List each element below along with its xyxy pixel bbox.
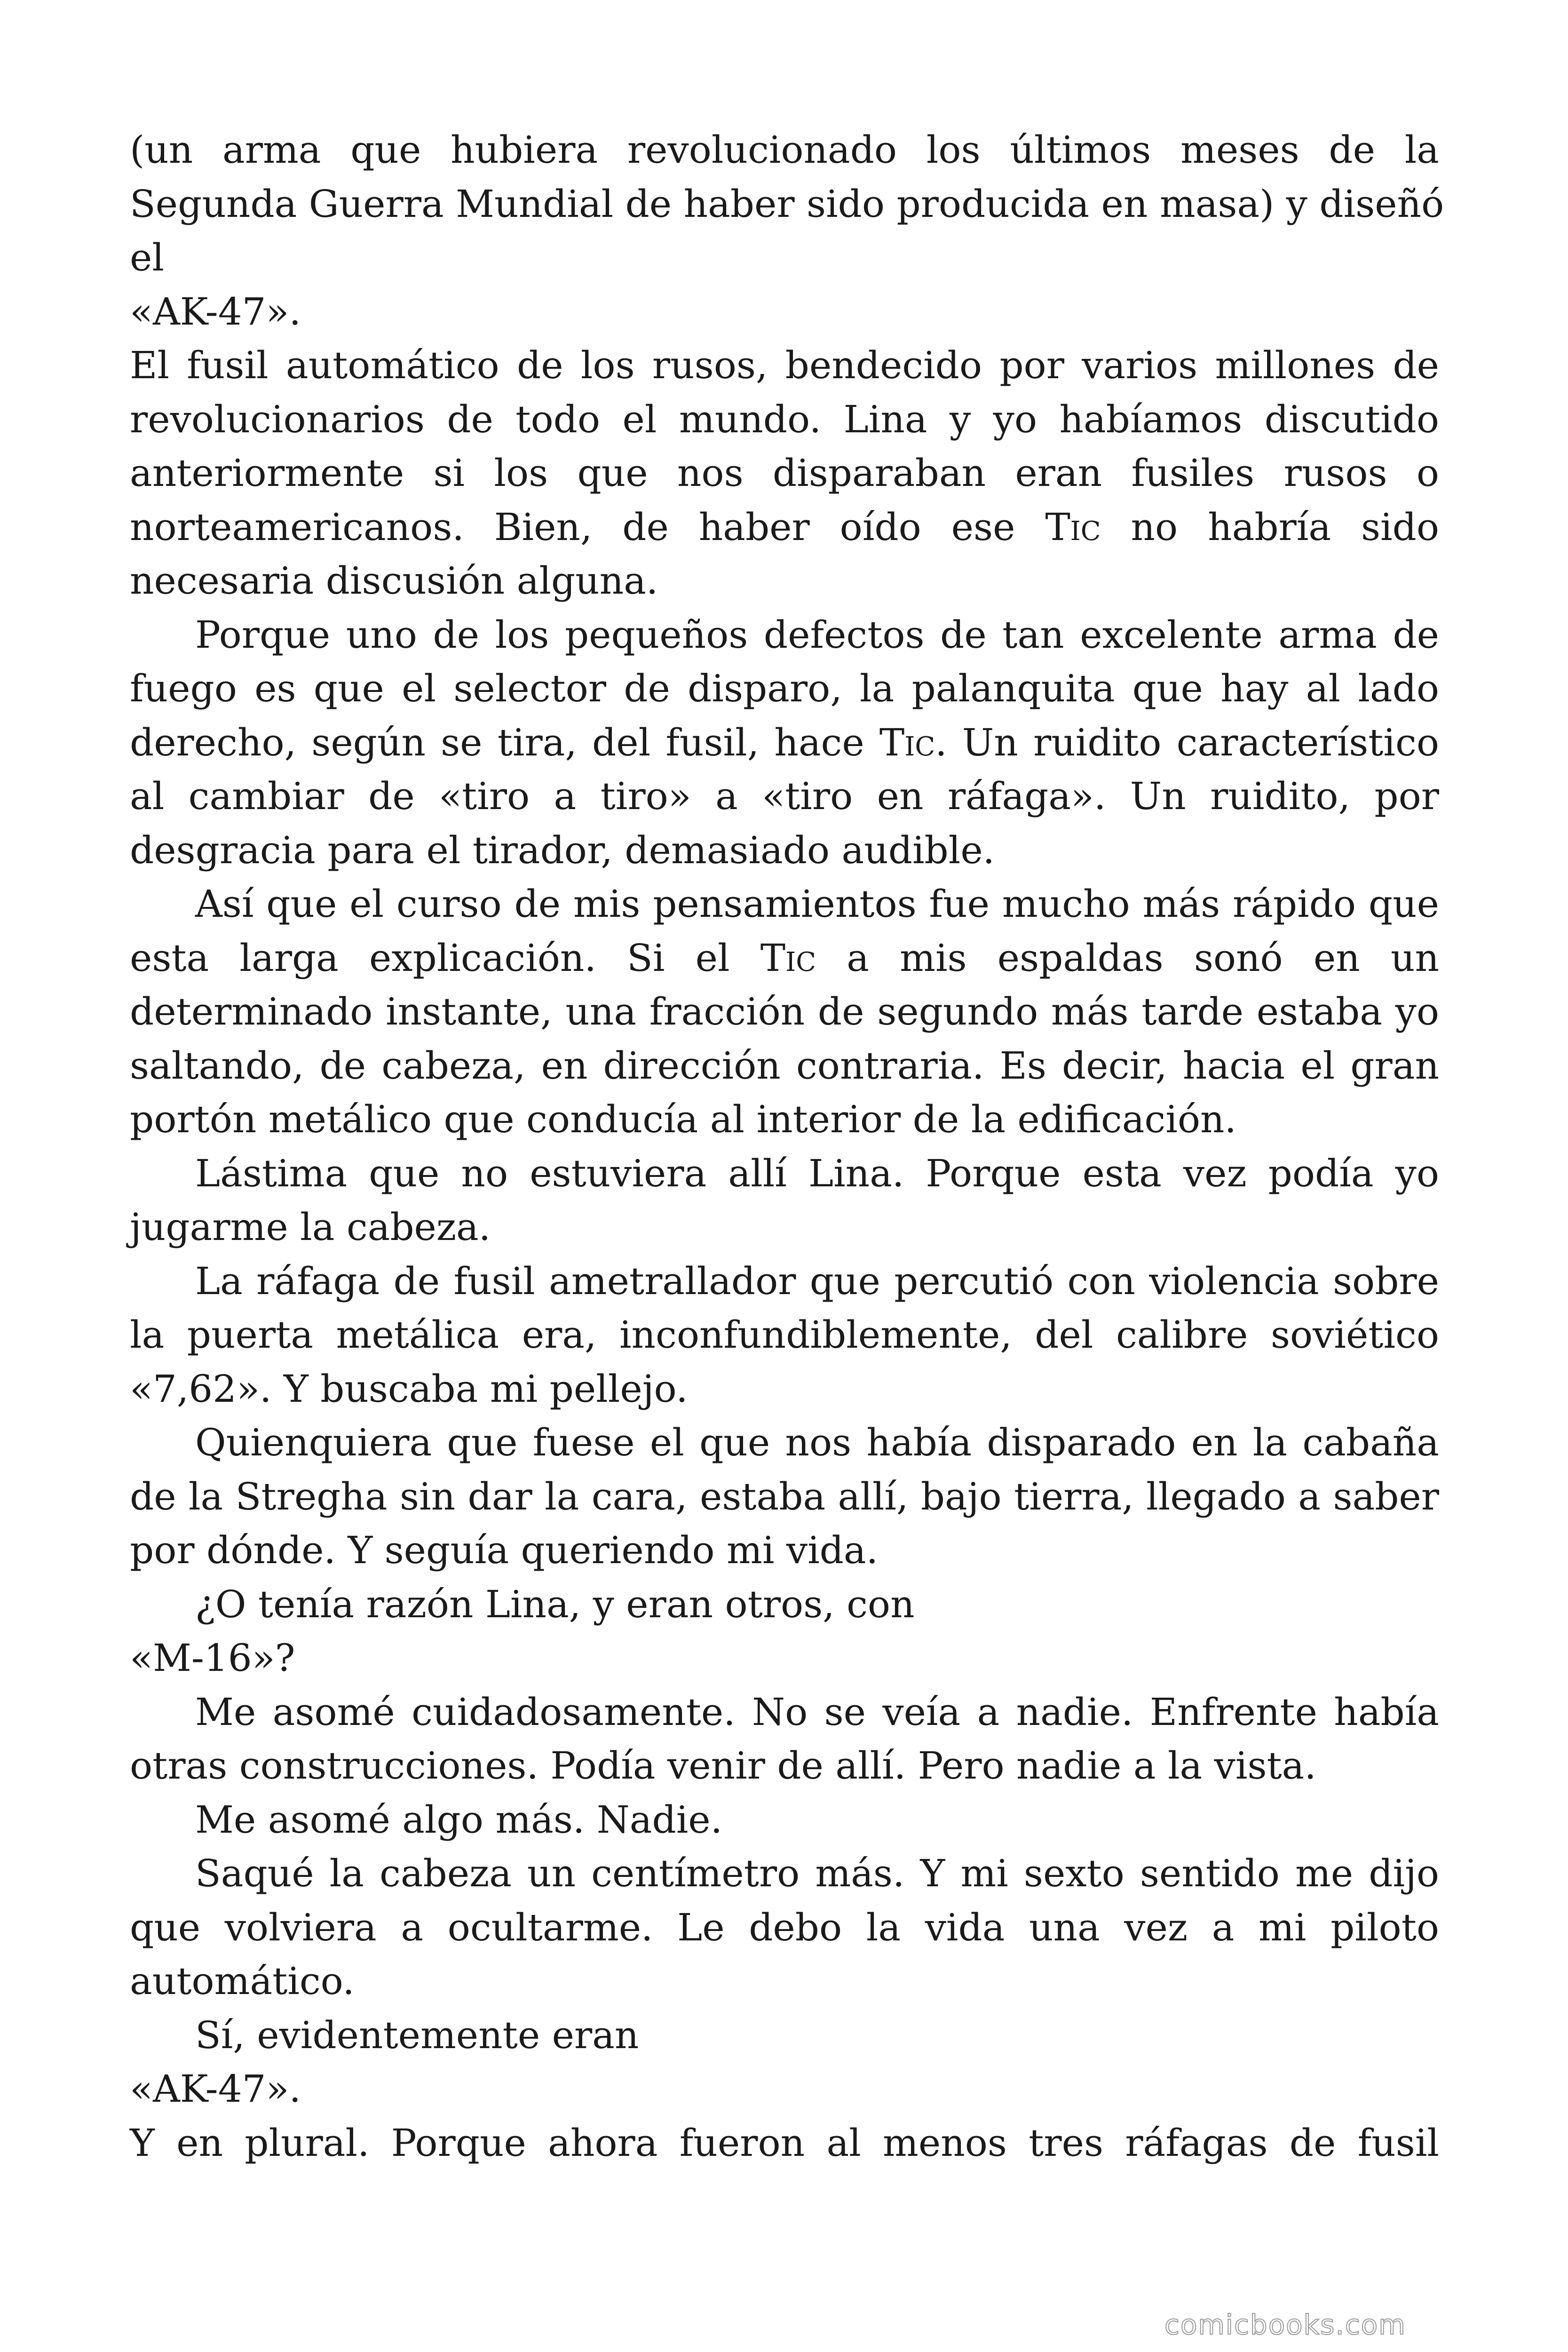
text-line: anteriormente si los que nos disparaban eran fusiles rusos o xyxy=(130,451,1439,495)
text-line: «7,62». Y buscaba mi pellejo. xyxy=(130,1367,688,1411)
text-line xyxy=(130,931,1439,985)
text-line: la puerta metálica era, inconfundiblemente, del calibre soviético xyxy=(130,1313,1439,1357)
text-line: Sí, evidentemente eran xyxy=(195,2013,639,2057)
text-line: por dónde. Y seguía queriendo mi vida. xyxy=(130,1528,879,1572)
small-caps-word: Tic xyxy=(879,720,935,764)
text-line: Así que el curso de mis pensamientos fue mucho más rápido que xyxy=(195,882,1439,926)
text-line: revolucionarios de todo el mundo. Lina y yo habíamos discutido xyxy=(130,397,1439,441)
text-line: Me asomé cuidadosamente. No se veía a nadie. Enfrente había xyxy=(195,1690,1439,1734)
text-line: desgracia para el tirador, demasiado audible. xyxy=(130,828,995,872)
text-line: fuego es que el selector de disparo, la palanquita que hay al lado xyxy=(130,667,1439,710)
text-line: El fusil automático de los rusos, bendecido por varios millones de xyxy=(130,343,1439,387)
text-line: Segunda Guerra Mundial de haber sido producida en masa) y diseñó xyxy=(130,182,1444,226)
text-line: Quienquiera que fuese el que nos había disparado en la cabaña xyxy=(195,1421,1439,1464)
text-line: otras construcciones. Podía venir de allí. Pero nadie a la vista. xyxy=(130,1744,1316,1788)
text-line: portón metálico que conducía al interior de la edificación. xyxy=(130,1097,1236,1141)
text-segment: esta larga explicación. Si el xyxy=(130,936,760,980)
text-line: jugarme la cabeza. xyxy=(130,1205,491,1249)
text-line: al cambiar de «tiro a tiro» a «tiro en ráfaga». Un ruidito, por xyxy=(130,774,1439,818)
text-segment: derecho, según se tira, del fusil, hace xyxy=(130,720,879,764)
text-line: Porque uno de los pequeños defectos de tan excelente arma de xyxy=(195,612,1439,657)
text-line: La ráfaga de fusil ametrallador que percutió con violencia sobre xyxy=(195,1259,1439,1303)
text-line: que volviera a ocultarme. Le debo la vida una vez a mi piloto xyxy=(130,1905,1439,1949)
text-line: «AK-47». xyxy=(130,289,301,334)
text-line: de la Stregha sin dar la cara, estaba allí, bajo tierra, llegado a saber xyxy=(130,1474,1439,1518)
text-line: el xyxy=(130,236,164,279)
text-line: «M-16»? xyxy=(130,1636,295,1680)
text-line: saltando, de cabeza, en dirección contraria. Es decir, hacia el gran xyxy=(130,1043,1439,1088)
text-line: Saqué la cabeza un centímetro más. Y mi sexto sentido me dijo xyxy=(195,1851,1439,1895)
text-line xyxy=(130,501,1439,555)
text-line xyxy=(130,716,1439,770)
text-segment: no habría sido xyxy=(1101,505,1439,549)
text-line: necesaria discusión alguna. xyxy=(130,559,658,603)
small-caps-word: Tic xyxy=(1045,505,1101,549)
text-line: Me asomé algo más. Nadie. xyxy=(195,1797,723,1842)
book-page-text xyxy=(130,123,1444,2170)
text-segment: . Un ruidito característico xyxy=(935,720,1439,764)
text-line: Lástima que no estuviera allí Lina. Porque esta vez podía yo xyxy=(195,1151,1439,1195)
text-line: «AK-47». xyxy=(130,2067,301,2111)
text-line: automático. xyxy=(130,1959,355,2003)
small-caps-word: Tic xyxy=(760,936,816,980)
watermark: comicbooks.com xyxy=(1164,2309,1406,2341)
text-segment: norteamericanos. Bien, de haber oído ese xyxy=(130,505,1045,549)
text-line: ¿O tenía razón Lina, y eran otros, con xyxy=(195,1582,915,1626)
text-segment: a mis espaldas sonó en un xyxy=(816,936,1439,980)
text-line: Y en plural. Porque ahora fueron al menos tres ráfagas de fusil xyxy=(130,2121,1439,2165)
text-line: (un arma que hubiera revolucionado los últimos meses de la xyxy=(130,128,1439,172)
text-line: determinado instante, una fracción de segundo más tarde estaba yo xyxy=(130,990,1439,1033)
